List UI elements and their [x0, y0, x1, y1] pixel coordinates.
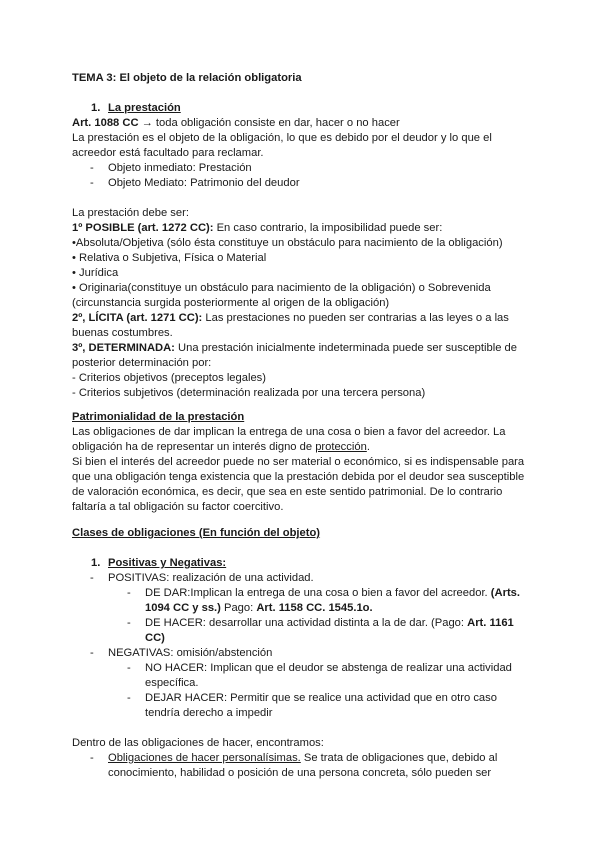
arrow-icon: → [141, 117, 153, 129]
list-item-dar-continuation [145, 601, 373, 616]
list-item-hacer-continuation: CC) [145, 632, 165, 644]
text-span: Se trata de obligaciones que, debido al [300, 752, 498, 764]
list-dash: - [90, 572, 94, 584]
determinada-text: Una prestación inicialmente indeterminada puede ser susceptible de [174, 342, 517, 354]
section-heading-clases: Clases de obligaciones (En función del objeto) [72, 527, 321, 539]
list-item: • Originaria(constituye un obstáculo para nacimiento de la obligación) o Sobrevenida [72, 282, 491, 294]
list-dash: - [90, 162, 94, 174]
list-item-no-hacer: NO HACER: Implican que el deudor se abstenga de realizar una actividad [145, 662, 512, 674]
text-span: . [366, 441, 370, 453]
posible-label: 1º POSIBLE (art. 1272 CC): [72, 222, 214, 234]
licita-text: Las prestaciones no pueden ser contrarias a las leyes o a las [202, 312, 509, 324]
bold-span: Art. 1158 CC. 1545.1o. [256, 602, 373, 614]
paragraph-line: faltaría a tal obligación su factor coercitivo. [72, 501, 284, 513]
list-item-dar [145, 586, 520, 601]
section-number: 1. [91, 102, 101, 114]
licita-line [72, 311, 509, 326]
sub-heading-positivas-negativas: Positivas y Negativas: [108, 557, 227, 569]
text-span: DE HACER: desarrollar una actividad distinta a la de dar. (Pago: [145, 617, 468, 629]
paragraph-line: Si bien el interés del acreedor puede no ser material o económico, si es indispensable para [72, 456, 525, 468]
list-item: •Absoluta/Objetiva (sólo ésta constituye un obstáculo para nacimiento de la obligación) [72, 237, 503, 249]
bold-span: (Arts. [490, 587, 520, 599]
determinada-line [72, 341, 517, 356]
list-dash: - [90, 177, 94, 189]
list-dash: - [127, 692, 131, 704]
list-item: • Jurídica [72, 267, 119, 279]
paragraph-line: La prestación debe ser: [72, 207, 189, 219]
paragraph-line: Las obligaciones de dar implican la entrega de una cosa o bien a favor del acreedor. La [72, 426, 506, 438]
list-item: - Criterios objetivos (preceptos legales) [72, 372, 266, 384]
list-item-personalisimas [108, 751, 497, 766]
underlined-word: protección [315, 441, 367, 453]
art-1088-line [72, 116, 400, 131]
art-text: toda obligación consiste en dar, hacer o no hacer [152, 117, 400, 129]
underlined-span: Obligaciones de hacer personalísimas. [108, 752, 301, 764]
art-ref: Art. 1088 CC [72, 117, 139, 129]
list-item: • Relativa o Subjetiva, Física o Material [72, 252, 267, 264]
list-item-dejar-hacer-continuation: tendría derecho a impedir [145, 707, 273, 719]
list-item-no-hacer-continuation: específica. [145, 677, 199, 689]
list-item-personalisimas-continuation: conocimiento, habilidad o posición de una persona concreta, sólo pueden ser [108, 767, 492, 779]
bold-span: Art. 1161 [467, 617, 514, 629]
list-item-negativas: NEGATIVAS: omisión/abstención [108, 647, 273, 659]
text-span: DE DAR:Implican la entrega de una cosa o bien a favor del acreedor. [145, 587, 491, 599]
paragraph-line: de valoración económica, es decir, que sea en este sentido patrimonial. De lo contrario [72, 486, 503, 498]
list-dash: - [90, 647, 94, 659]
paragraph-line: acreedor está facultado para reclamar. [72, 147, 264, 159]
section-heading-patrimonialidad: Patrimonialidad de la prestación [72, 411, 245, 423]
list-item-continuation: (circunstancia surgida posteriormente al origen de la obligación) [72, 297, 390, 309]
text-span: Pago: [220, 602, 257, 614]
paragraph-line: Dentro de las obligaciones de hacer, encontramos: [72, 737, 324, 749]
section-heading-prestacion: La prestación [108, 102, 181, 114]
bold-span: 1094 CC y ss.) [145, 602, 221, 614]
list-dash: - [127, 587, 131, 599]
paragraph-line: La prestación es el objeto de la obligación, lo que es debido por el deudor y lo que el [72, 132, 492, 144]
list-item-hacer [145, 616, 514, 631]
list-item: Objeto inmediato: Prestación [108, 162, 252, 174]
section-number: 1. [91, 557, 101, 569]
determinada-label: 3º, DETERMINADA: [72, 342, 175, 354]
text-span: obligación ha de representar un interés digno de [72, 441, 316, 453]
list-item: Objeto Mediato: Patrimonio del deudor [108, 177, 300, 189]
posible-text: En caso contrario, la imposibilidad puede ser: [213, 222, 443, 234]
posible-line [72, 221, 442, 236]
paragraph-line: buenas costumbres. [72, 327, 173, 339]
list-item-positivas: POSITIVAS: realización de una actividad. [108, 572, 314, 584]
list-dash: - [127, 617, 131, 629]
list-item: - Criterios subjetivos (determinación realizada por una tercera persona) [72, 387, 426, 399]
licita-label: 2º, LÍCITA (art. 1271 CC): [72, 312, 203, 324]
paragraph-line [72, 440, 370, 455]
list-dash: - [127, 662, 131, 674]
document-title: TEMA 3: El objeto de la relación obligatoria [72, 72, 302, 84]
list-item-dejar-hacer: DEJAR HACER: Permitir que se realice una actividad que en otro caso [145, 692, 497, 704]
paragraph-line: posterior determinación por: [72, 357, 212, 369]
paragraph-line: que una obligación tenga existencia que la prestación debida por el deudor sea susceptible [72, 471, 525, 483]
list-dash: - [90, 752, 94, 764]
